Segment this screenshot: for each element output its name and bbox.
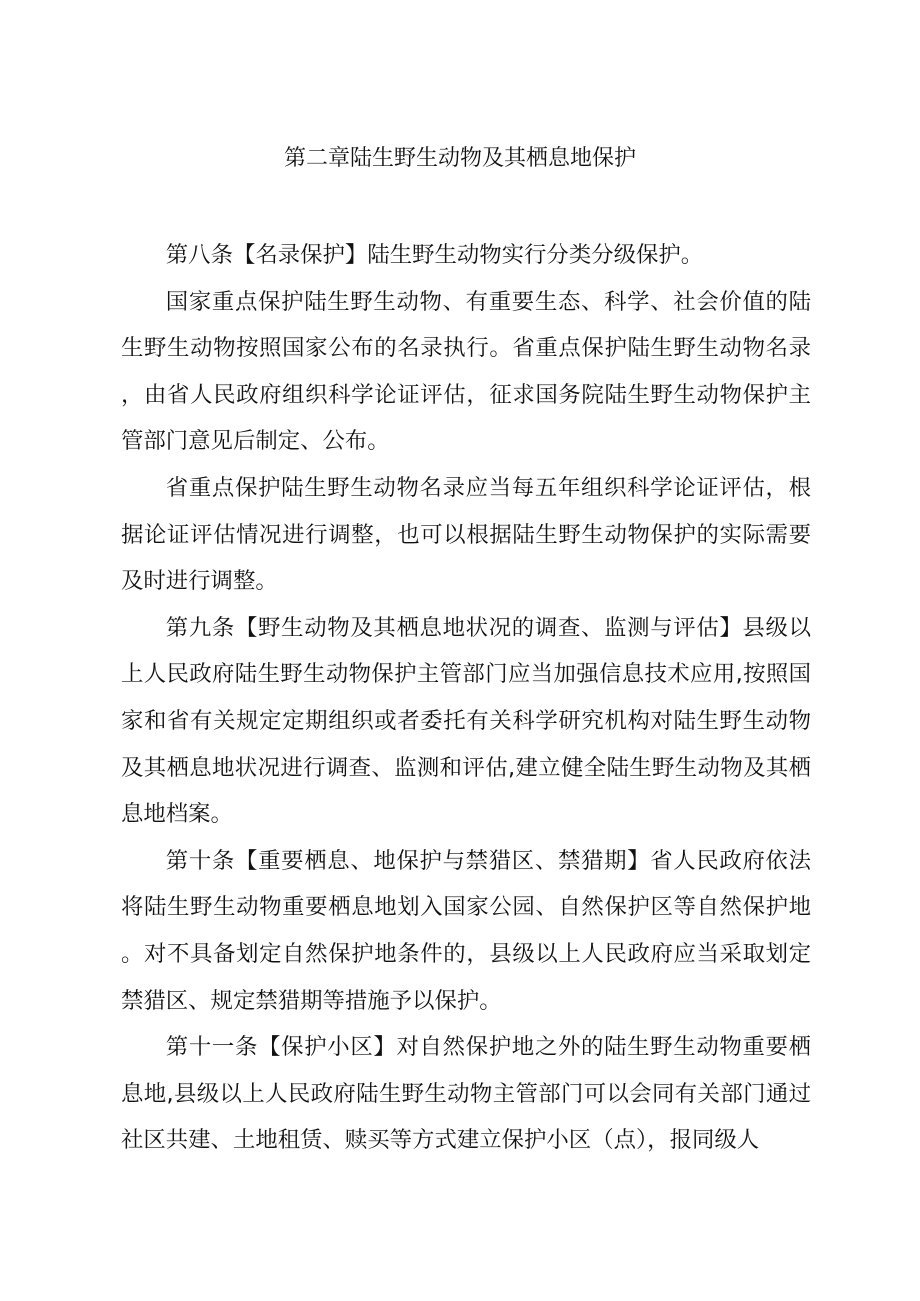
chapter-title: 第二章陆生野生动物及其栖息地保护 bbox=[283, 146, 636, 171]
article-10-paragraph: 第十条【重要栖息、地保护与禁猎区、禁猎期】省人民政府依法将陆生野生动物重要栖息地划入国家公园、自然保护区等自然保护地。对不具备划定自然保护地条件的，县级以上人民政府应当采取划定禁猎区、规定禁猎期等措施予以保护。 bbox=[121, 847, 811, 1014]
article-8-provincial-list-paragraph: 省重点保护陆生野生动物名录应当每五年组织科学论证评估，根据论证评估情况进行调整，也可以根据陆生野生动物保护的实际需要及时进行调整。 bbox=[121, 474, 811, 595]
body-text bbox=[121, 232, 811, 1164]
article-8-national-list-paragraph: 国家重点保护陆生野生动物、有重要生态、科学、社会价值的陆生野生动物按照国家公布的名录执行。省重点保护陆生野生动物名录，由省人民政府组织科学论证评估，征求国务院陆生野生动物保护主管部门意见后制定、公布。 bbox=[121, 288, 811, 455]
article-8-paragraph: 第八条【名录保护】陆生野生动物实行分类分级保护。 bbox=[165, 242, 704, 268]
article-11-paragraph: 第十一条【保护小区】对自然保护地之外的陆生野生动物重要栖息地,县级以上人民政府陆生野生动物主管部门可以会同有关部门通过社区共建、土地租赁、赎买等方式建立保护小区（点），报同级人 bbox=[121, 1034, 811, 1154]
article-9-paragraph: 第九条【野生动物及其栖息地状况的调查、监测与评估】县级以上人民政府陆生野生动物保护主管部门应当加强信息技术应用,按照国家和省有关规定定期组织或者委托有关科学研究机构对陆生野生动物及其栖息地状况进行调查、监测和评估,建立健全陆生野生动物及其栖息地档案。 bbox=[121, 614, 811, 828]
